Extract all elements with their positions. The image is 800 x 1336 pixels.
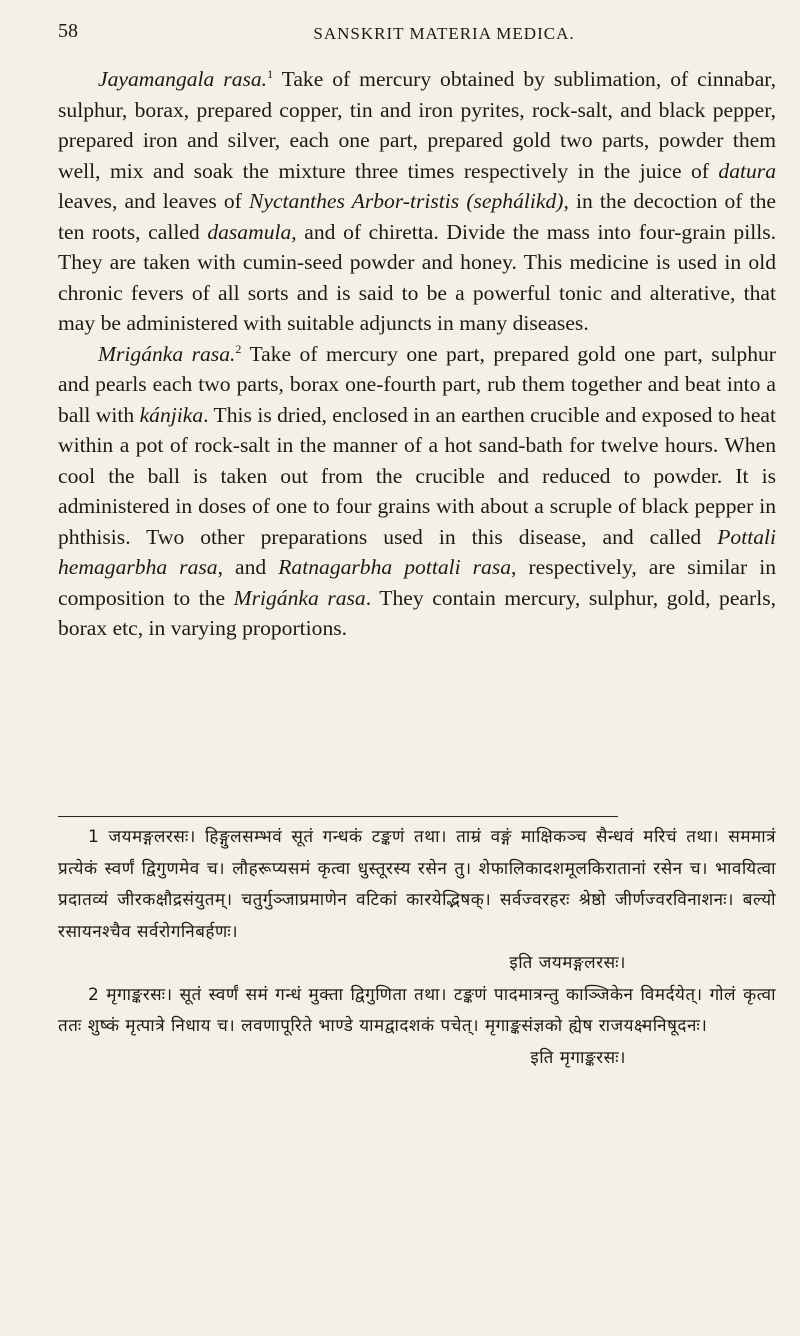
page-number: 58	[58, 20, 78, 42]
text-run: Take of mercury one part, prepared gold one part, sulphur and pearls each two parts, borax one-fourth part, rub them together and beat into a ball with	[58, 341, 776, 427]
footnote-ref-2: 2	[235, 341, 242, 356]
heading-jayamangala: Jayamangala rasa.	[98, 67, 268, 91]
main-text	[58, 64, 776, 644]
sanskrit-footnotes	[58, 822, 776, 1074]
footnote-1: 1 जयमङ्गलरसः। हिङ्गुलसम्भवं सूतं गन्धकं टङ्कणं तथा। ताम्रं वङ्गं माक्षिकञ्च सैन्धवं मरिचं तथा। सममात्रं प्रत्येकं स्वर्णं द्विगुणमेव च। लौहरूप्यसमं कृत्वा धुस्तूरस्य रसेन तु। शेफालिकादशमूलकिरातानां रसेन च। भावयित्वा प्रदातव्यं जीरकक्षौद्रसंयुतम्। चतुर्गुञ्जाप्रमाणेन वटिकां कारयेद्भिषक्। सर्वज्वरहरः श्रेष्ठो जीर्णज्वरविनाशनः। बल्यो रसायनश्चैव सर्वरोगनिबर्हणः।	[58, 827, 776, 942]
text-run: leaves, and leaves of	[58, 189, 249, 213]
footnote-2: 2 मृगाङ्करसः। सूतं स्वर्णं समं गन्धं मुक्ता द्विगुणिता तथा। टङ्कणं पादमात्रन्तु काञ्जिकेन विमर्दयेत्। गोलं कृत्वा ततः शुष्कं मृत्पात्रे निधाय च। लवणापूरिते भाण्डे यामद्वादशकं पचेत्। मृगाङ्कसंज्ञको ह्येष राजयक्ष्मनिषूदनः।	[58, 984, 776, 1036]
page-header	[58, 12, 770, 52]
italic-term: kánjika	[139, 402, 204, 427]
text-run: . They contain mercury, sulphur, gold, pearls, borax etc, in varying proportions.	[58, 585, 776, 640]
italic-term: datura	[718, 158, 776, 183]
paragraph-mriganka	[58, 339, 776, 644]
running-title: SANSKRIT MATERIA MEDICA.	[313, 24, 575, 43]
italic-term: dasamula	[207, 219, 292, 244]
italic-term: Ratnagarbha pottali rasa	[278, 555, 512, 579]
text-run: Take of mercury obtained by sublimation, of cinnabar, sulphur, borax, prepared copper, tin and iron pyrites, rock-salt, and black pepper, prepared iron and silver, each one part, prepared gold two parts, powder them well, mix and soak the mixture three times respectively in the juice of	[58, 67, 776, 183]
footnote-divider	[58, 816, 618, 817]
text-run: , and of chiretta. Divide the mass into four-grain pills. They are taken with cumin-seed powder and honey. This medicine is used in old chronic fevers of all sorts and is said to be a powerful tonic and alterative, that may be administered with suitable adjuncts in many diseases.	[58, 219, 776, 335]
italic-term: Mrigánka rasa	[233, 585, 366, 610]
footnote-1-colophon: इति जयमङ्गलरसः।	[509, 953, 626, 973]
footnote-2-colophon: इति मृगाङ्करसः।	[530, 1047, 626, 1068]
paragraph-jayamangala	[58, 64, 776, 339]
italic-term: Nyctanthes Arbor-tristis (sephálikd)	[248, 189, 564, 213]
footnote-ref-1: 1	[267, 66, 274, 81]
text-run: , in the decoction of the ten roots, called	[58, 189, 776, 244]
italic-term: Pottali hemagarbha rasa	[58, 524, 776, 579]
heading-mriganka: Mrigánka rasa.	[98, 341, 236, 366]
text-run: , and	[217, 555, 279, 579]
text-run: , respectively, are similar in composition to the	[58, 555, 776, 610]
text-run: . This is dried, enclosed in an earthen crucible and exposed to heat within a pot of rock-salt in the manner of a hot sand-bath for twelve hours. When cool the ball is taken out from the crucible and reduced to powder. It is administered in doses of one to four grains with about a scruple of black pepper in phthisis. Two other preparations used in this disease, and called	[58, 402, 776, 549]
